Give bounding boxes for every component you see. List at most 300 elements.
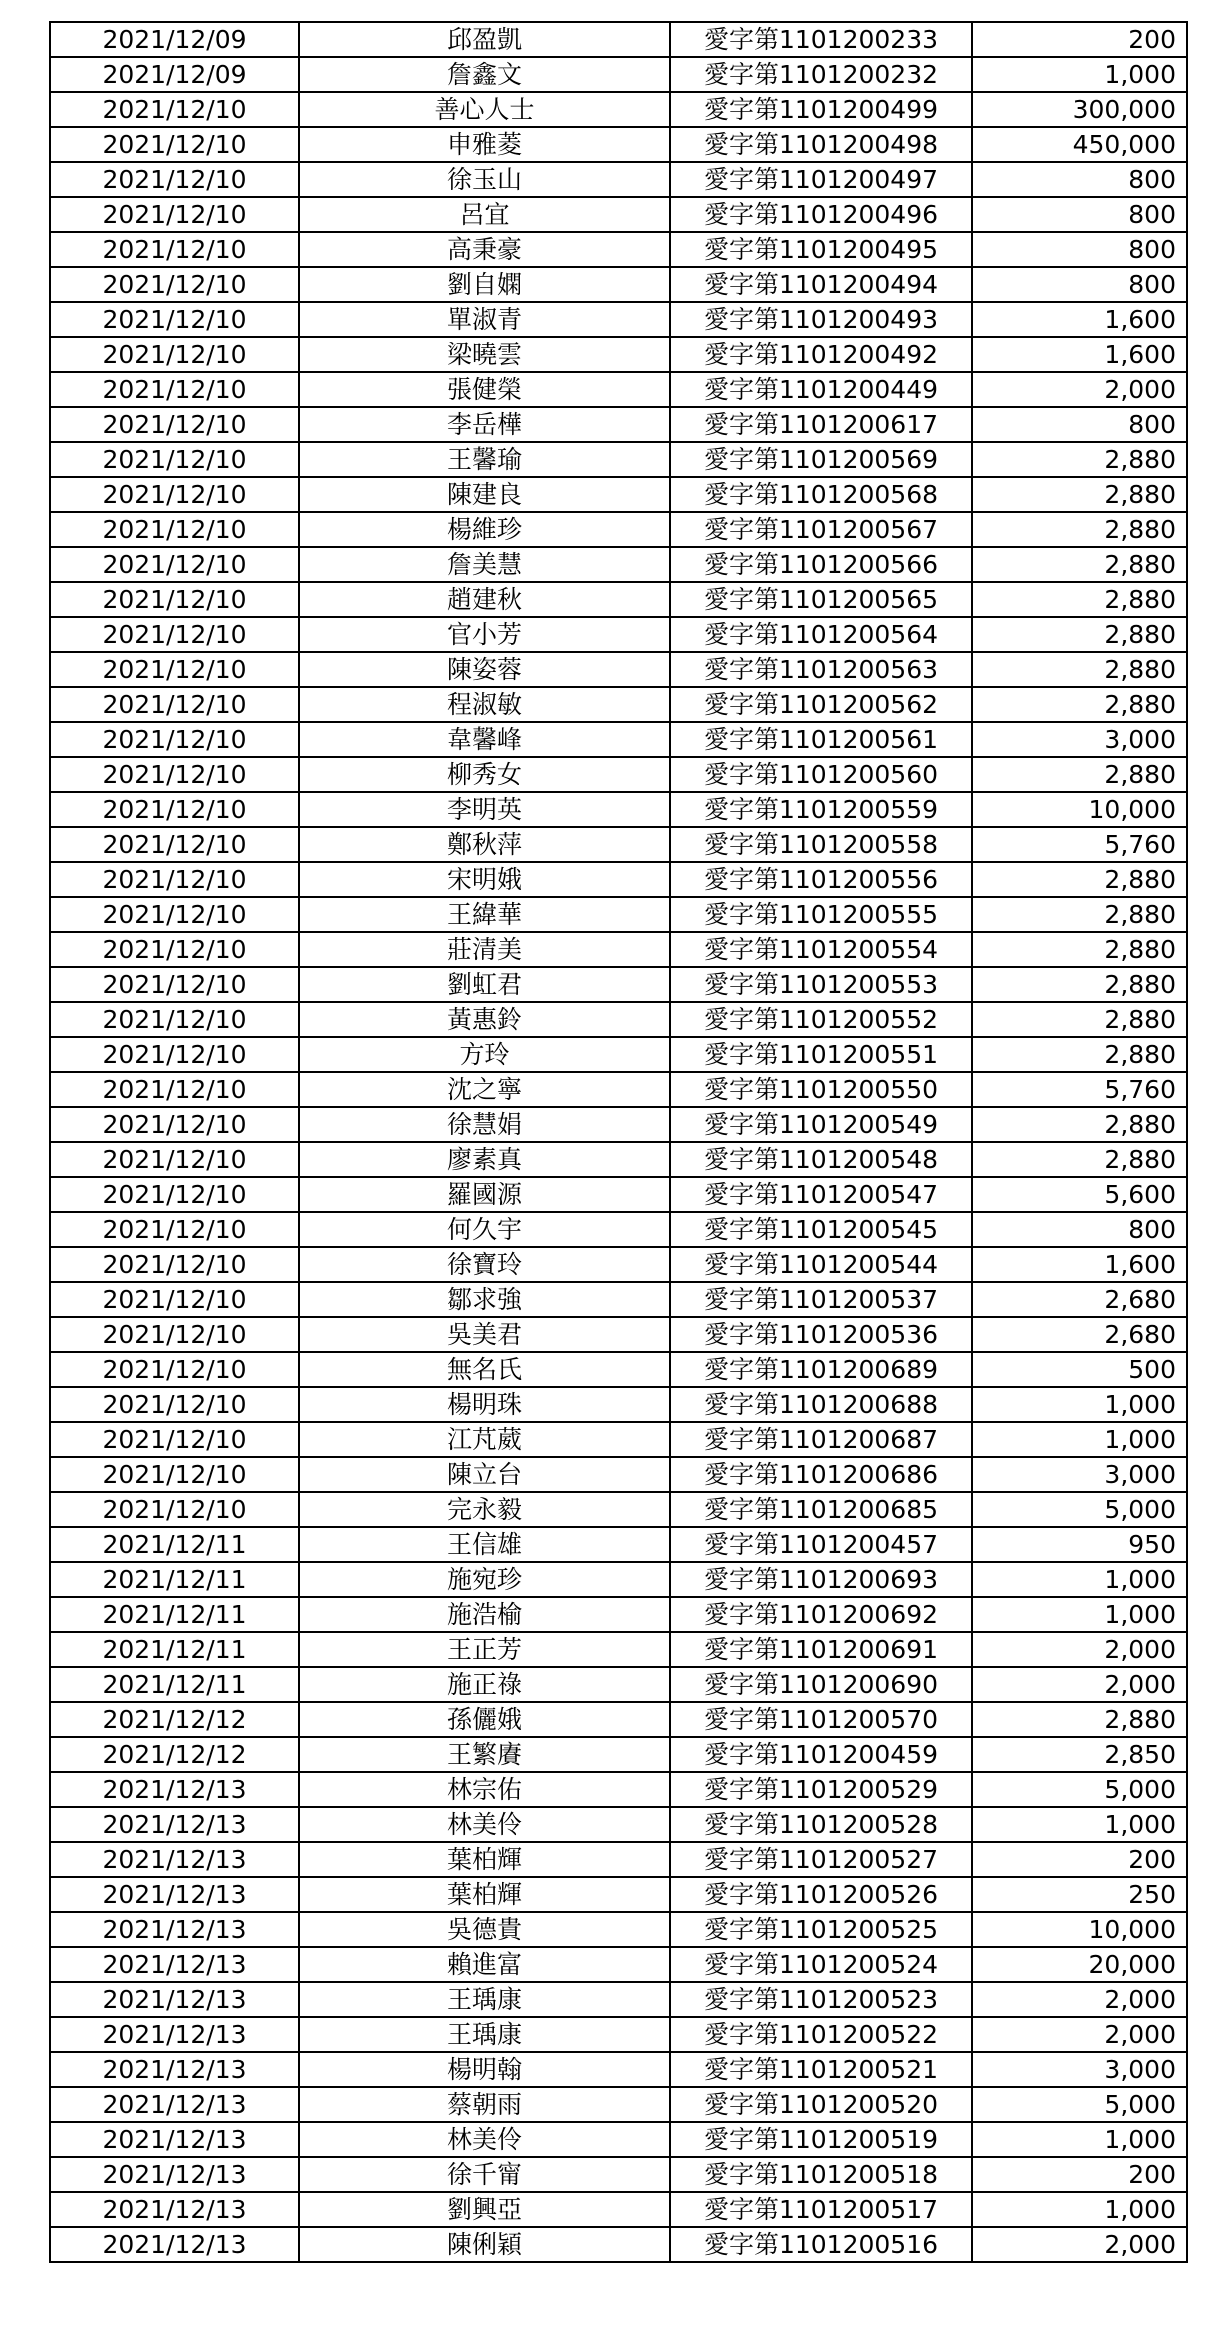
donation-date-cell: 2021/12/10 [50,512,299,547]
receipt-number-cell: 愛字第1101200551 [670,1037,972,1072]
donation-date-cell: 2021/12/10 [50,442,299,477]
table-row [50,1037,1187,1072]
table-row [50,792,1187,827]
donor-name-cell: 陳立台 [299,1457,670,1492]
receipt-number-cell: 愛字第1101200519 [670,2122,972,2157]
donation-amount-cell: 1,000 [972,1807,1187,1842]
table-row [50,22,1187,57]
receipt-number-cell: 愛字第1101200493 [670,302,972,337]
donation-date-cell: 2021/12/13 [50,1947,299,1982]
donor-name-cell: 林美伶 [299,1807,670,1842]
table-row [50,442,1187,477]
table-row [50,512,1187,547]
donor-name-cell: 施宛珍 [299,1562,670,1597]
donor-name-cell: 賴進富 [299,1947,670,1982]
receipt-number-cell: 愛字第1101200492 [670,337,972,372]
donor-name-cell: 官小芳 [299,617,670,652]
receipt-number-cell: 愛字第1101200550 [670,1072,972,1107]
donation-amount-cell: 2,000 [972,1632,1187,1667]
donor-name-cell: 善心人士 [299,92,670,127]
receipt-number-cell: 愛字第1101200521 [670,2052,972,2087]
donation-date-cell: 2021/12/10 [50,372,299,407]
receipt-number-cell: 愛字第1101200693 [670,1562,972,1597]
table-row [50,1737,1187,1772]
table-row [50,337,1187,372]
receipt-number-cell: 愛字第1101200690 [670,1667,972,1702]
donation-date-cell: 2021/12/13 [50,2017,299,2052]
receipt-number-cell: 愛字第1101200548 [670,1142,972,1177]
donor-name-cell: 楊維珍 [299,512,670,547]
table-row [50,1702,1187,1737]
donation-date-cell: 2021/12/10 [50,337,299,372]
receipt-number-cell: 愛字第1101200686 [670,1457,972,1492]
donation-date-cell: 2021/12/10 [50,687,299,722]
table-row [50,687,1187,722]
donor-name-cell: 徐慧娟 [299,1107,670,1142]
donation-date-cell: 2021/12/10 [50,1387,299,1422]
donor-name-cell: 李岳樺 [299,407,670,442]
receipt-number-cell: 愛字第1101200567 [670,512,972,547]
donor-name-cell: 葉柏輝 [299,1842,670,1877]
donation-date-cell: 2021/12/13 [50,2192,299,2227]
table-row [50,477,1187,512]
donor-name-cell: 陳姿蓉 [299,652,670,687]
donor-name-cell: 陳俐穎 [299,2227,670,2262]
donation-date-cell: 2021/12/10 [50,1212,299,1247]
receipt-number-cell: 愛字第1101200522 [670,2017,972,2052]
receipt-number-cell: 愛字第1101200496 [670,197,972,232]
donor-name-cell: 王正芳 [299,1632,670,1667]
receipt-number-cell: 愛字第1101200563 [670,652,972,687]
donor-name-cell: 單淑青 [299,302,670,337]
donor-name-cell: 孫儷娥 [299,1702,670,1737]
donation-date-cell: 2021/12/10 [50,862,299,897]
donation-date-cell: 2021/12/10 [50,232,299,267]
receipt-number-cell: 愛字第1101200555 [670,897,972,932]
donor-name-cell: 鄒求強 [299,1282,670,1317]
donation-amount-cell: 2,000 [972,1667,1187,1702]
donor-name-cell: 何久宇 [299,1212,670,1247]
table-row [50,757,1187,792]
donation-amount-cell: 10,000 [972,1912,1187,1947]
table-row [50,1632,1187,1667]
donation-amount-cell: 5,000 [972,2087,1187,2122]
donor-name-cell: 林美伶 [299,2122,670,2157]
table-row [50,967,1187,1002]
donation-amount-cell: 2,000 [972,372,1187,407]
donation-amount-cell: 2,850 [972,1737,1187,1772]
receipt-number-cell: 愛字第1101200553 [670,967,972,1002]
receipt-number-cell: 愛字第1101200547 [670,1177,972,1212]
table-row [50,1387,1187,1422]
receipt-number-cell: 愛字第1101200568 [670,477,972,512]
donation-date-cell: 2021/12/10 [50,967,299,1002]
donation-amount-cell: 250 [972,1877,1187,1912]
donation-amount-cell: 5,760 [972,1072,1187,1107]
donation-amount-cell: 1,600 [972,1247,1187,1282]
donation-amount-cell: 500 [972,1352,1187,1387]
donation-date-cell: 2021/12/13 [50,1772,299,1807]
donation-amount-cell: 2,880 [972,652,1187,687]
donation-amount-cell: 5,000 [972,1772,1187,1807]
donor-name-cell: 無名氏 [299,1352,670,1387]
receipt-number-cell: 愛字第1101200523 [670,1982,972,2017]
table-row [50,652,1187,687]
donation-amount-cell: 800 [972,267,1187,302]
donation-amount-cell: 200 [972,1842,1187,1877]
donor-name-cell: 程淑敏 [299,687,670,722]
donation-date-cell: 2021/12/13 [50,1807,299,1842]
donation-table [49,21,1188,2263]
receipt-number-cell: 愛字第1101200528 [670,1807,972,1842]
receipt-number-cell: 愛字第1101200569 [670,442,972,477]
receipt-number-cell: 愛字第1101200544 [670,1247,972,1282]
donation-date-cell: 2021/12/12 [50,1737,299,1772]
donation-amount-cell: 3,000 [972,2052,1187,2087]
donation-amount-cell: 2,880 [972,1702,1187,1737]
donation-date-cell: 2021/12/10 [50,792,299,827]
table-row [50,827,1187,862]
donation-amount-cell: 1,000 [972,1387,1187,1422]
table-row [50,1352,1187,1387]
donor-name-cell: 宋明娥 [299,862,670,897]
donor-name-cell: 徐寶玲 [299,1247,670,1282]
table-row [50,862,1187,897]
table-row [50,897,1187,932]
donation-date-cell: 2021/12/10 [50,1282,299,1317]
donation-amount-cell: 2,880 [972,967,1187,1002]
donation-date-cell: 2021/12/10 [50,1037,299,1072]
donation-date-cell: 2021/12/10 [50,617,299,652]
donor-name-cell: 王瑀康 [299,2017,670,2052]
donation-amount-cell: 200 [972,22,1187,57]
donation-date-cell: 2021/12/10 [50,582,299,617]
donation-date-cell: 2021/12/10 [50,162,299,197]
table-row [50,1842,1187,1877]
donation-date-cell: 2021/12/13 [50,1842,299,1877]
donation-date-cell: 2021/12/13 [50,2087,299,2122]
donation-date-cell: 2021/12/10 [50,477,299,512]
donor-name-cell: 施正祿 [299,1667,670,1702]
receipt-number-cell: 愛字第1101200527 [670,1842,972,1877]
table-row [50,1002,1187,1037]
donor-name-cell: 呂宜 [299,197,670,232]
table-row [50,1667,1187,1702]
receipt-number-cell: 愛字第1101200449 [670,372,972,407]
table-row [50,1107,1187,1142]
receipt-number-cell: 愛字第1101200520 [670,2087,972,2122]
donation-amount-cell: 2,880 [972,757,1187,792]
donor-name-cell: 林宗佑 [299,1772,670,1807]
table-row [50,232,1187,267]
receipt-number-cell: 愛字第1101200545 [670,1212,972,1247]
donation-amount-cell: 1,000 [972,57,1187,92]
donation-amount-cell: 1,600 [972,302,1187,337]
receipt-number-cell: 愛字第1101200691 [670,1632,972,1667]
table-row [50,1177,1187,1212]
donation-date-cell: 2021/12/10 [50,1317,299,1352]
donation-amount-cell: 2,880 [972,477,1187,512]
receipt-number-cell: 愛字第1101200570 [670,1702,972,1737]
donor-name-cell: 王瑀康 [299,1982,670,2017]
donor-name-cell: 張健榮 [299,372,670,407]
donation-date-cell: 2021/12/13 [50,2122,299,2157]
donation-amount-cell: 1,000 [972,1597,1187,1632]
donation-amount-cell: 20,000 [972,1947,1187,1982]
donation-date-cell: 2021/12/10 [50,1352,299,1387]
donor-name-cell: 沈之寧 [299,1072,670,1107]
receipt-number-cell: 愛字第1101200518 [670,2157,972,2192]
receipt-number-cell: 愛字第1101200457 [670,1527,972,1562]
table-row [50,2192,1187,2227]
donor-name-cell: 徐千甯 [299,2157,670,2192]
donor-name-cell: 黃惠鈴 [299,1002,670,1037]
donation-amount-cell: 800 [972,407,1187,442]
table-row [50,407,1187,442]
donation-amount-cell: 2,880 [972,932,1187,967]
donation-amount-cell: 2,880 [972,442,1187,477]
table-row [50,1282,1187,1317]
donation-table-body [50,22,1187,2262]
donation-date-cell: 2021/12/10 [50,1107,299,1142]
table-row [50,1772,1187,1807]
donation-amount-cell: 2,880 [972,617,1187,652]
donation-amount-cell: 200 [972,2157,1187,2192]
donation-date-cell: 2021/12/10 [50,827,299,862]
donor-name-cell: 劉自嫻 [299,267,670,302]
receipt-number-cell: 愛字第1101200559 [670,792,972,827]
donor-name-cell: 楊明珠 [299,1387,670,1422]
donor-name-cell: 詹美慧 [299,547,670,582]
table-row [50,267,1187,302]
table-row [50,127,1187,162]
donation-amount-cell: 3,000 [972,1457,1187,1492]
receipt-number-cell: 愛字第1101200549 [670,1107,972,1142]
table-row [50,1877,1187,1912]
table-row [50,2087,1187,2122]
donor-name-cell: 吳德貴 [299,1912,670,1947]
receipt-number-cell: 愛字第1101200459 [670,1737,972,1772]
donation-amount-cell: 5,600 [972,1177,1187,1212]
table-row [50,2227,1187,2262]
donor-name-cell: 鄭秋萍 [299,827,670,862]
receipt-number-cell: 愛字第1101200526 [670,1877,972,1912]
donation-amount-cell: 2,880 [972,687,1187,722]
donation-amount-cell: 1,000 [972,1422,1187,1457]
receipt-number-cell: 愛字第1101200498 [670,127,972,162]
donation-date-cell: 2021/12/10 [50,1422,299,1457]
donation-date-cell: 2021/12/10 [50,197,299,232]
donation-amount-cell: 800 [972,197,1187,232]
donation-date-cell: 2021/12/10 [50,652,299,687]
receipt-number-cell: 愛字第1101200232 [670,57,972,92]
receipt-number-cell: 愛字第1101200554 [670,932,972,967]
table-row [50,1597,1187,1632]
donation-date-cell: 2021/12/10 [50,897,299,932]
donor-name-cell: 王馨瑜 [299,442,670,477]
donation-date-cell: 2021/12/10 [50,1177,299,1212]
donation-amount-cell: 3,000 [972,722,1187,757]
donation-date-cell: 2021/12/13 [50,1877,299,1912]
donor-name-cell: 廖素真 [299,1142,670,1177]
donation-amount-cell: 2,880 [972,1037,1187,1072]
donor-name-cell: 江芃葳 [299,1422,670,1457]
donation-amount-cell: 950 [972,1527,1187,1562]
table-row [50,1317,1187,1352]
table-row [50,1072,1187,1107]
receipt-number-cell: 愛字第1101200536 [670,1317,972,1352]
receipt-number-cell: 愛字第1101200560 [670,757,972,792]
donation-amount-cell: 2,880 [972,547,1187,582]
table-row [50,1527,1187,1562]
table-row [50,162,1187,197]
donation-amount-cell: 300,000 [972,92,1187,127]
donation-amount-cell: 2,880 [972,862,1187,897]
donation-date-cell: 2021/12/10 [50,932,299,967]
donation-date-cell: 2021/12/10 [50,1247,299,1282]
donor-name-cell: 高秉豪 [299,232,670,267]
table-row [50,1212,1187,1247]
table-row [50,1947,1187,1982]
donation-amount-cell: 2,880 [972,1107,1187,1142]
receipt-number-cell: 愛字第1101200556 [670,862,972,897]
donation-amount-cell: 1,600 [972,337,1187,372]
donation-date-cell: 2021/12/10 [50,757,299,792]
receipt-number-cell: 愛字第1101200497 [670,162,972,197]
table-row [50,92,1187,127]
table-row [50,1422,1187,1457]
donation-date-cell: 2021/12/13 [50,1982,299,2017]
donor-name-cell: 完永毅 [299,1492,670,1527]
receipt-number-cell: 愛字第1101200525 [670,1912,972,1947]
donor-name-cell: 徐玉山 [299,162,670,197]
table-row [50,57,1187,92]
donor-name-cell: 莊清美 [299,932,670,967]
donor-name-cell: 羅國源 [299,1177,670,1212]
receipt-number-cell: 愛字第1101200495 [670,232,972,267]
donor-name-cell: 趙建秋 [299,582,670,617]
donation-date-cell: 2021/12/10 [50,1457,299,1492]
donation-amount-cell: 800 [972,162,1187,197]
table-row [50,302,1187,337]
donation-date-cell: 2021/12/10 [50,127,299,162]
donor-name-cell: 邱盈凱 [299,22,670,57]
receipt-number-cell: 愛字第1101200564 [670,617,972,652]
donation-date-cell: 2021/12/11 [50,1632,299,1667]
donor-name-cell: 劉興亞 [299,2192,670,2227]
donation-amount-cell: 10,000 [972,792,1187,827]
receipt-number-cell: 愛字第1101200233 [670,22,972,57]
donor-name-cell: 詹鑫文 [299,57,670,92]
table-row [50,1492,1187,1527]
donor-name-cell: 楊明翰 [299,2052,670,2087]
donation-date-cell: 2021/12/09 [50,57,299,92]
receipt-number-cell: 愛字第1101200529 [670,1772,972,1807]
donation-amount-cell: 2,880 [972,1002,1187,1037]
donation-date-cell: 2021/12/10 [50,1492,299,1527]
donor-name-cell: 蔡朝雨 [299,2087,670,2122]
donation-date-cell: 2021/12/13 [50,1912,299,1947]
donor-name-cell: 梁曉雲 [299,337,670,372]
donation-date-cell: 2021/12/11 [50,1527,299,1562]
donation-amount-cell: 2,000 [972,2017,1187,2052]
receipt-number-cell: 愛字第1101200517 [670,2192,972,2227]
donation-date-cell: 2021/12/11 [50,1562,299,1597]
receipt-number-cell: 愛字第1101200499 [670,92,972,127]
donation-date-cell: 2021/12/09 [50,22,299,57]
donor-name-cell: 方玲 [299,1037,670,1072]
table-row [50,2052,1187,2087]
donation-amount-cell: 1,000 [972,2192,1187,2227]
donation-date-cell: 2021/12/11 [50,1667,299,1702]
donation-amount-cell: 1,000 [972,1562,1187,1597]
table-row [50,2017,1187,2052]
donation-amount-cell: 5,000 [972,1492,1187,1527]
donation-date-cell: 2021/12/12 [50,1702,299,1737]
table-row [50,1457,1187,1492]
donation-amount-cell: 2,880 [972,512,1187,547]
donation-amount-cell: 2,880 [972,582,1187,617]
donation-date-cell: 2021/12/10 [50,722,299,757]
donor-name-cell: 劉虹君 [299,967,670,1002]
donor-name-cell: 施浩榆 [299,1597,670,1632]
donation-amount-cell: 2,880 [972,1142,1187,1177]
donor-name-cell: 王緯華 [299,897,670,932]
donor-name-cell: 申雅菱 [299,127,670,162]
table-row [50,372,1187,407]
donation-amount-cell: 450,000 [972,127,1187,162]
table-row [50,617,1187,652]
receipt-number-cell: 愛字第1101200685 [670,1492,972,1527]
donor-name-cell: 王信雄 [299,1527,670,1562]
donor-name-cell: 陳建良 [299,477,670,512]
donation-amount-cell: 2,880 [972,897,1187,932]
donation-date-cell: 2021/12/10 [50,407,299,442]
donation-date-cell: 2021/12/10 [50,1002,299,1037]
table-row [50,2157,1187,2192]
table-row [50,1247,1187,1282]
donation-date-cell: 2021/12/13 [50,2052,299,2087]
receipt-number-cell: 愛字第1101200566 [670,547,972,582]
donation-amount-cell: 5,760 [972,827,1187,862]
table-row [50,197,1187,232]
donation-date-cell: 2021/12/10 [50,302,299,337]
receipt-number-cell: 愛字第1101200552 [670,1002,972,1037]
donation-amount-cell: 1,000 [972,2122,1187,2157]
receipt-number-cell: 愛字第1101200688 [670,1387,972,1422]
receipt-number-cell: 愛字第1101200565 [670,582,972,617]
table-row [50,722,1187,757]
donation-date-cell: 2021/12/11 [50,1597,299,1632]
donor-name-cell: 李明英 [299,792,670,827]
receipt-number-cell: 愛字第1101200516 [670,2227,972,2262]
receipt-number-cell: 愛字第1101200687 [670,1422,972,1457]
table-row [50,1562,1187,1597]
donation-date-cell: 2021/12/10 [50,92,299,127]
receipt-number-cell: 愛字第1101200692 [670,1597,972,1632]
receipt-number-cell: 愛字第1101200689 [670,1352,972,1387]
donation-date-cell: 2021/12/10 [50,1072,299,1107]
receipt-number-cell: 愛字第1101200562 [670,687,972,722]
donation-date-cell: 2021/12/10 [50,267,299,302]
table-row [50,1807,1187,1842]
donor-name-cell: 王繁賡 [299,1737,670,1772]
donation-amount-cell: 2,000 [972,1982,1187,2017]
receipt-number-cell: 愛字第1101200617 [670,407,972,442]
receipt-number-cell: 愛字第1101200494 [670,267,972,302]
donation-date-cell: 2021/12/10 [50,547,299,582]
table-row [50,1982,1187,2017]
